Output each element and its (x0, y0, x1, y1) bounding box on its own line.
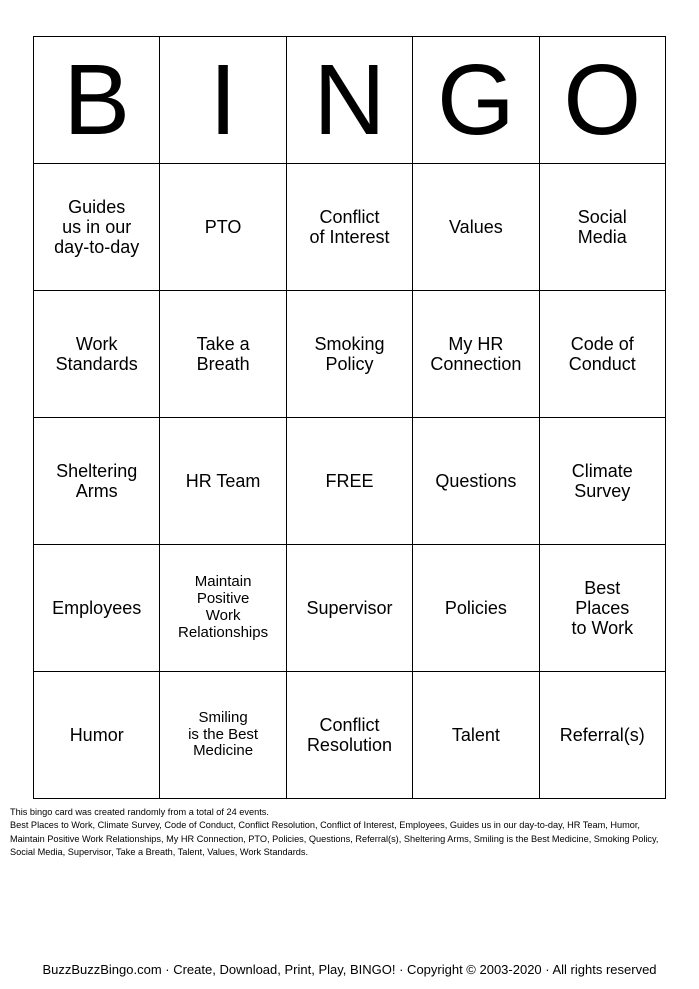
card-events-note (10, 806, 690, 860)
header-letter-o: O (539, 37, 665, 164)
note-events-line: Best Places to Work, Climate Survey, Code of Conduct, Conflict Resolution, Conflict of Interest, Employees, Guides us in our day-to-day, HR Team, Humor, (10, 820, 640, 831)
note-intro: This bingo card was created randomly from a total of 24 events. (10, 807, 269, 817)
bingo-cell: Smiling is the Best Medicine (160, 672, 286, 799)
bingo-row-2 (34, 291, 666, 418)
bingo-cell: Guides us in our day-to-day (34, 164, 160, 291)
bingo-row-4 (34, 545, 666, 672)
bingo-cell: Smoking Policy (286, 291, 412, 418)
header-letter-i: I (160, 37, 286, 164)
bingo-card (33, 36, 666, 799)
bingo-cell: Talent (413, 672, 539, 799)
bingo-cell: Best Places to Work (539, 545, 665, 672)
free-space-cell: FREE (286, 418, 412, 545)
bingo-cell: Conflict Resolution (286, 672, 412, 799)
note-events-line: Social Media, Supervisor, Take a Breath, Talent, Values, Work Standards. (10, 847, 309, 858)
bingo-cell: HR Team (160, 418, 286, 545)
bingo-cell: Supervisor (286, 545, 412, 672)
bingo-row-3 (34, 418, 666, 545)
header-letter-n: N (286, 37, 412, 164)
footer-copyright: BuzzBuzzBingo.com · Create, Download, Print, Play, BINGO! · Copyright © 2003-2020 · All rights reserved (42, 962, 657, 977)
bingo-cell: Referral(s) (539, 672, 665, 799)
bingo-cell: Take a Breath (160, 291, 286, 418)
bingo-cell: Employees (34, 545, 160, 672)
bingo-cell: Questions (413, 418, 539, 545)
bingo-cell: Code of Conduct (539, 291, 665, 418)
note-events-line: Maintain Positive Work Relationships, My HR Connection, PTO, Policies, Questions, Referral(s), Sheltering Arms, Smiling is the Best Medicine, Smoking Policy, (10, 833, 659, 844)
bingo-cell: Maintain Positive Work Relationships (160, 545, 286, 672)
bingo-cell: Humor (34, 672, 160, 799)
bingo-cell: Work Standards (34, 291, 160, 418)
header-letter-b: B (34, 37, 160, 164)
bingo-cell: Climate Survey (539, 418, 665, 545)
bingo-cell: Sheltering Arms (34, 418, 160, 545)
bingo-row-5 (34, 672, 666, 799)
bingo-cell: Policies (413, 545, 539, 672)
bingo-cell: Conflict of Interest (286, 164, 412, 291)
bingo-row-1 (34, 164, 666, 291)
bingo-cell: PTO (160, 164, 286, 291)
bingo-header-row (34, 37, 666, 164)
bingo-cell: My HR Connection (413, 291, 539, 418)
bingo-cell: Values (413, 164, 539, 291)
bingo-cell: Social Media (539, 164, 665, 291)
header-letter-g: G (413, 37, 539, 164)
